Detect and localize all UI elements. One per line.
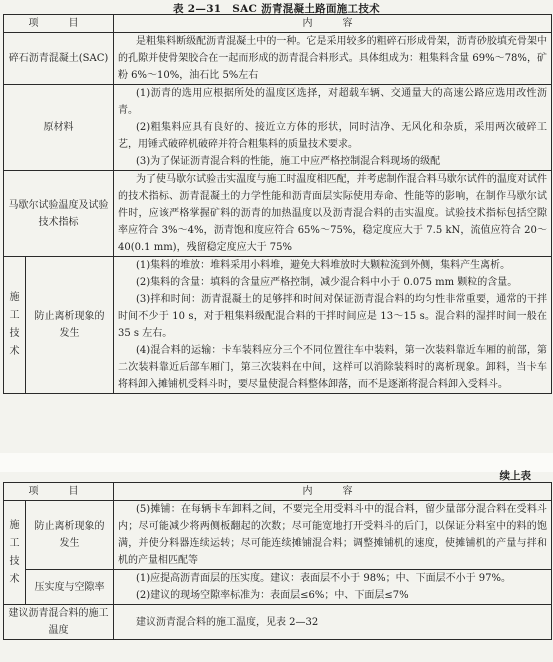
paragraph: 是粗集料断级配沥青混凝土中的一种。它是采用较多的粗碎石形成骨架，沥青砂胶填充骨架中的孔隙并使骨架胶合在一起而形成的沥青混合料形式。具体组成为：粗集料含量 69%～78%，矿粉 6%～10%，油石比 5%左右	[118, 36, 547, 81]
table-row	[4, 570, 552, 605]
paragraph: (1)沥青的选用应根据所处的温度区选择，对超载车辆、交通量大的高速公路应选用改性沥青。	[118, 88, 547, 116]
row-content-sac	[114, 33, 552, 85]
paragraph: (4)混合料的运输：卡车装料应分三个不同位置往车中装料，第一次装料靠近车厢的前部，第二次装料靠近后部车厢门，第三次装料在中间，这样可以消除装料时的离析现象。卸料，当卡车将料卸入摊铺机受料斗时，要尽量使混合料整体卸落，而不是逐渐将混合料卸入受料斗。	[118, 345, 547, 390]
row-content-marshall	[114, 171, 552, 257]
table-header-row	[4, 483, 552, 501]
header-item: 项 目	[4, 483, 114, 501]
paragraph: (1)应提高沥青面层的压实度。建议：表面层不小于 98%；中、下面层不小于 97%。	[136, 573, 511, 584]
header-item: 项 目	[4, 15, 114, 33]
sac-construction-table	[3, 14, 552, 394]
table-row	[4, 605, 552, 640]
row-content-segregation	[114, 257, 552, 394]
paragraph: (5)摊铺：在每辆卡车卸料之间，不要完全用受料斗中的混合料，留少量部分混合料在受料斗内；尽可能减少将两侧板翻起的次数；尽可能宽地打开受料斗的后门，以保证分料室中的料的饱满，并使分料器连续运转；尽可能连续摊铺混合料；调整摊铺机的速度，使摊铺机的产量与拌和机的产量相匹配等	[118, 504, 547, 566]
row-item-segregation: 防止离析现象的发生	[26, 257, 114, 394]
row-item-sac: 碎石沥青混凝土(SAC)	[4, 33, 114, 85]
row-item-segregation: 防止离析现象的发生	[26, 501, 114, 570]
page-break	[0, 453, 553, 472]
construction-group-label: 施 工 技 术	[4, 501, 26, 605]
table-header-row	[4, 15, 552, 33]
paragraph: (2)集料的含量：填料的含量应严格控制，减少混合料中小于 0.075 mm 颗粒的含量。	[136, 277, 518, 288]
row-content-temperature	[114, 605, 552, 640]
table-row	[4, 85, 552, 171]
construction-group-label: 施 工 技 术	[4, 257, 26, 394]
paragraph: (2)粗集料应具有良好的、接近立方体的形状，同时洁净、无风化和杂质，采用两次破碎工艺，用锤式破碎机破碎并符合粗集料的质量技术要求。	[118, 122, 547, 150]
paragraph: (1)集料的堆放：堆料采用小料堆，避免大料堆放时大颗粒流到外侧，集料产生离析。	[136, 260, 511, 271]
paragraph: (3)拌和时间：沥青混凝土的足够拌和时间对保证沥青混合料的均匀性非常重要，通常的干拌时间不少于 10 s，对于粗集料级配混合料的干拌时间应是 13～15 s。混合料的湿拌时间一般在 35 s 左右。	[118, 294, 547, 339]
paragraph: (3)为了保证沥青混合料的性能，施工中应严格控制混合料现场的级配	[136, 156, 441, 167]
row-content-compaction	[114, 570, 552, 605]
header-content: 内 容	[114, 15, 552, 33]
table-title: 表 2—31 SAC 沥青混凝土路面施工技术	[173, 3, 380, 15]
table-row	[4, 33, 552, 85]
table-row	[4, 257, 552, 394]
row-item-materials: 原材料	[4, 85, 114, 171]
sac-construction-table-continued	[3, 482, 552, 640]
row-content-materials	[114, 85, 552, 171]
row-item-marshall: 马歇尔试验温度及试验技术指标	[4, 171, 114, 257]
table-row	[4, 501, 552, 570]
table-row	[4, 171, 552, 257]
continued-label: 续上表	[499, 470, 531, 482]
paragraph: 建议沥青混合料的施工温度，见表 2—32	[136, 616, 319, 628]
row-content-segregation-continued	[114, 501, 552, 570]
row-item-compaction: 压实度与空隙率	[26, 570, 114, 605]
paragraph: (2)建议的现场空隙率标准为：表面层≤6%；中、下面层≤7%	[136, 590, 409, 601]
paragraph: 为了使马歇尔试验击实温度与施工时温度相匹配，并考虑制作混合料马歇尔试件的温度对试件的技术指标、沥青混凝土的力学性能和沥青面层实际使用寿命、性能等的影响，在制作马歇尔试件时，应该严格掌握矿料的沥青的加热温度以及沥青混合料的击实温度。试验技术指标包括空隙率应符合 3%～4%，沥青饱和度应符合 65%～75%，稳定度应大于 7.5 kN，流值应符合 20～40(0.1 mm)，残留稳定度应大于 75%	[118, 174, 547, 253]
header-content: 内 容	[114, 483, 552, 501]
row-item-temperature: 建议沥青混合料的施工温度	[4, 605, 114, 640]
